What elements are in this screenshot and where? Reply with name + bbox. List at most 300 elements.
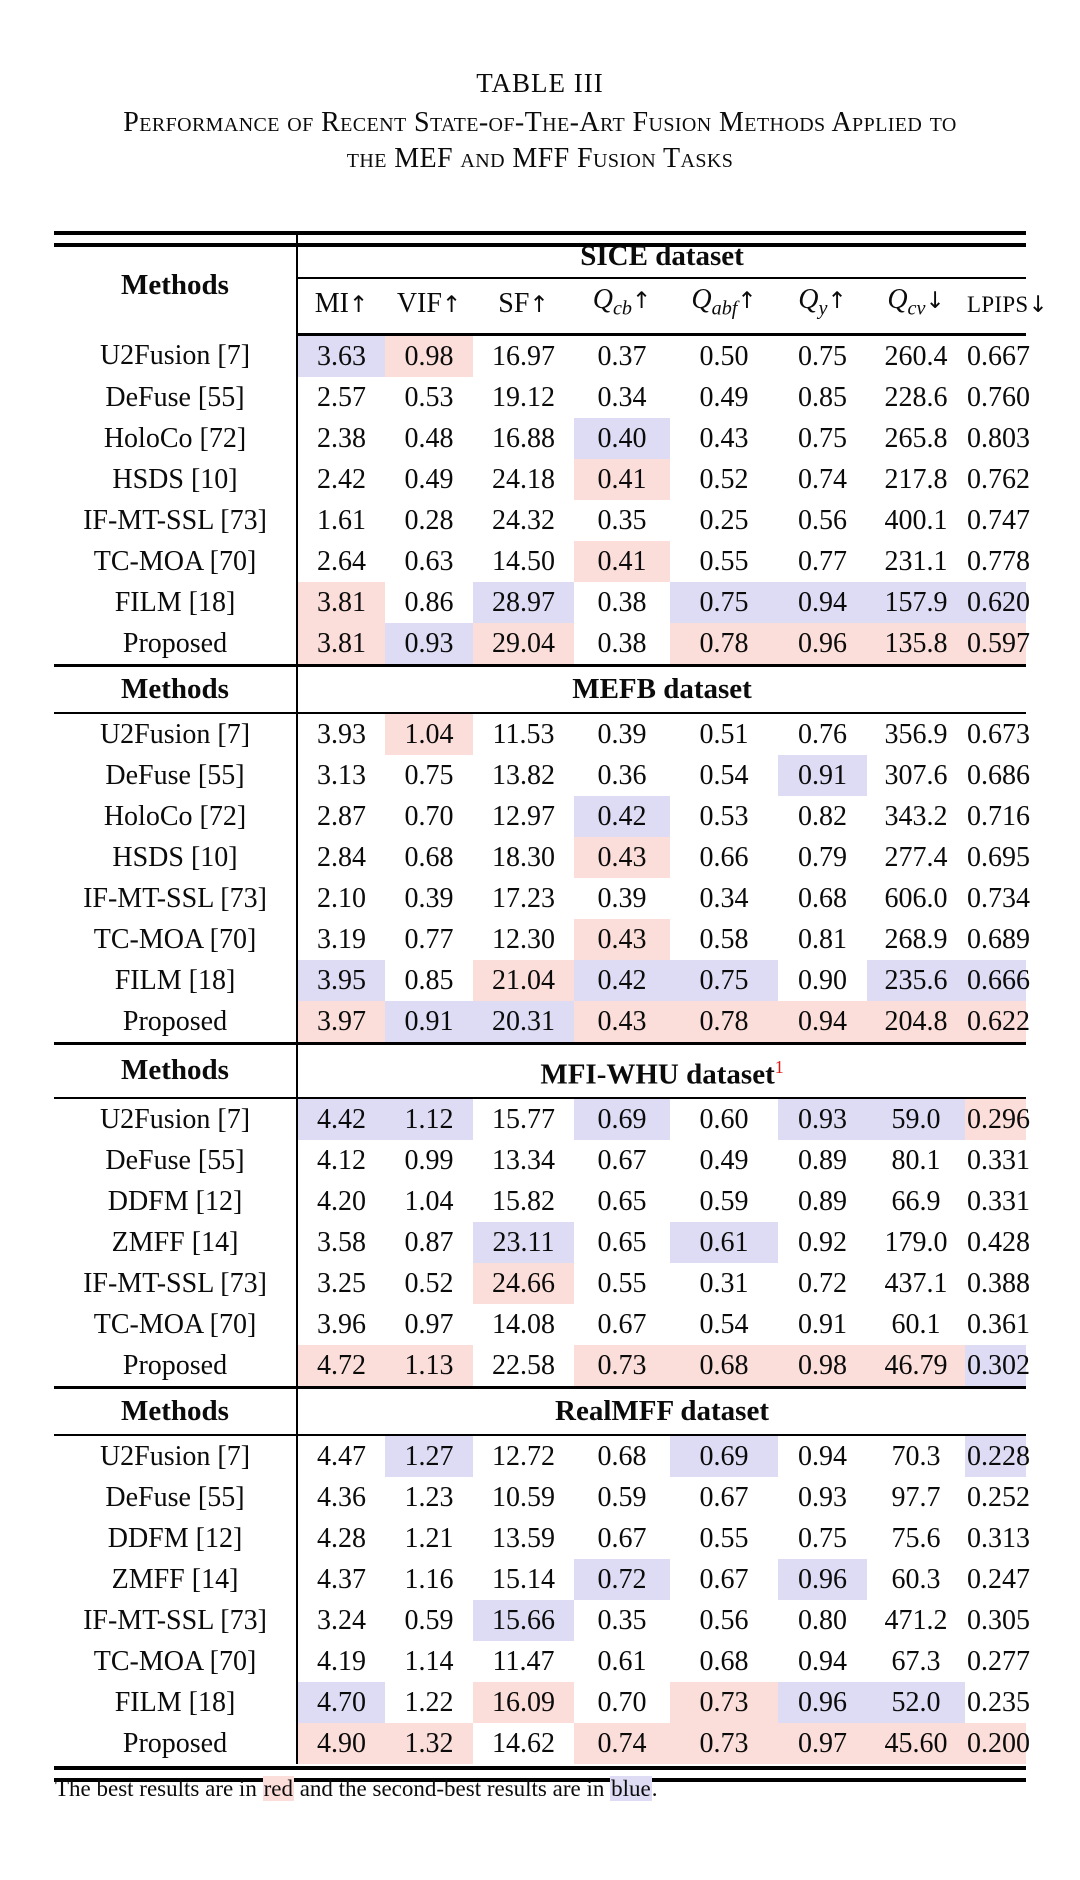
metric-cell: 0.82 — [798, 800, 847, 832]
metric-cell: 0.53 — [404, 381, 454, 413]
metric-cell: 15.82 — [492, 1186, 555, 1218]
metric-cell: 0.77 — [798, 545, 847, 577]
table-row — [54, 1140, 1026, 1181]
method-cell: DeFuse [55] — [54, 755, 297, 796]
metric-cell: 0.61 — [670, 1222, 778, 1263]
metric-cell: 0.69 — [670, 1435, 778, 1477]
method-cell: DeFuse [55] — [54, 1477, 297, 1518]
metric-cell: 75.6 — [891, 1523, 941, 1555]
method-cell: DDFM [12] — [54, 1181, 297, 1222]
metric-cell: 0.68 — [699, 1646, 749, 1678]
method-cell: TC-MOA [70] — [54, 1641, 297, 1682]
metric-cell: 3.81 — [297, 582, 385, 623]
metric-cell: 135.8 — [867, 623, 965, 666]
metric-cell: 0.37 — [597, 340, 647, 372]
method-cell: ZMFF [14] — [54, 1222, 297, 1263]
metric-cell: 59.0 — [867, 1098, 965, 1140]
metric-cell: 0.43 — [699, 422, 749, 454]
metric-header-mi: MI↑ — [297, 278, 385, 334]
metric-cell: 0.760 — [967, 381, 1030, 413]
metric-cell: 4.37 — [317, 1564, 366, 1596]
method-cell: FILM [18] — [54, 960, 297, 1001]
metric-cell: 0.235 — [967, 1687, 1030, 1719]
metric-cell: 70.3 — [891, 1441, 941, 1473]
metric-cell: 1.23 — [404, 1482, 454, 1514]
metric-cell: 0.43 — [574, 1001, 670, 1044]
metric-cell: 400.1 — [884, 504, 948, 536]
method-cell: FILM [18] — [54, 1682, 297, 1723]
method-cell: HSDS [10] — [54, 459, 297, 500]
metric-cell: 0.55 — [699, 545, 749, 577]
metric-header-qy: $Q_y↑$ — [778, 278, 867, 334]
metric-cell: 12.97 — [492, 800, 555, 832]
metric-cell: 0.79 — [798, 841, 847, 873]
metric-cell: 0.93 — [798, 1482, 847, 1514]
metric-cell: 0.98 — [778, 1345, 867, 1388]
metric-cell: 0.59 — [597, 1482, 647, 1514]
table-row — [54, 878, 1026, 919]
metric-cell: 13.59 — [492, 1523, 555, 1555]
metric-cell: 0.49 — [404, 463, 454, 495]
metric-cell: 19.12 — [492, 381, 555, 413]
metric-cell: 0.31 — [699, 1268, 749, 1300]
metric-cell: 0.74 — [798, 463, 847, 495]
dataset-header: SICE dataset — [297, 231, 1026, 278]
metric-cell: 15.77 — [492, 1104, 555, 1136]
metric-cell: 343.2 — [884, 800, 948, 832]
metric-cell: 0.55 — [597, 1268, 647, 1300]
metric-cell: 0.55 — [699, 1523, 749, 1555]
metric-cell: 0.34 — [597, 381, 647, 413]
table-row — [54, 1477, 1026, 1518]
metric-cell: 217.8 — [884, 463, 948, 495]
method-cell: DDFM [12] — [54, 1518, 297, 1559]
metric-cell: 260.4 — [884, 340, 948, 372]
metric-cell: 0.54 — [699, 1309, 749, 1341]
metric-cell: 0.70 — [597, 1687, 647, 1719]
metric-cell: 4.47 — [317, 1441, 366, 1473]
metric-cell: 0.200 — [965, 1723, 1026, 1764]
metric-cell: 0.68 — [798, 882, 847, 914]
metric-cell: 3.19 — [317, 923, 366, 955]
table-row — [54, 755, 1026, 796]
metric-cell: 46.79 — [867, 1345, 965, 1388]
metric-cell: 4.20 — [317, 1186, 366, 1218]
metric-cell: 356.9 — [884, 718, 948, 750]
metric-cell: 0.43 — [574, 919, 670, 960]
metric-cell: 4.12 — [317, 1145, 366, 1177]
metric-header-qcv: $Q_{cv}↓$ — [867, 278, 965, 334]
footnote-text-pre: The best results are in — [55, 1776, 263, 1802]
table-row — [54, 1001, 1026, 1044]
metric-cell: 1.27 — [385, 1435, 473, 1477]
metric-cell: 4.70 — [297, 1682, 385, 1723]
metric-cell: 3.58 — [317, 1227, 366, 1259]
metric-cell: 0.52 — [699, 463, 749, 495]
metric-cell: 0.61 — [597, 1646, 647, 1678]
metric-cell: 0.92 — [798, 1227, 847, 1259]
metric-cell: 0.42 — [574, 796, 670, 837]
metric-cell: 1.32 — [385, 1723, 473, 1764]
caption-line-2: the MEF and MFF Fusion Tasks — [346, 143, 734, 174]
results-table — [54, 231, 1048, 1764]
metric-cell: 16.97 — [492, 340, 555, 372]
metric-cell: 0.73 — [670, 1682, 778, 1723]
metric-cell: 0.99 — [404, 1145, 454, 1177]
metric-cell: 0.86 — [404, 586, 454, 618]
metric-cell: 0.74 — [574, 1723, 670, 1764]
metric-cell: 0.75 — [798, 422, 847, 454]
metric-cell: 1.21 — [404, 1523, 454, 1555]
metric-cell: 0.94 — [778, 1001, 867, 1044]
metric-cell: 0.72 — [574, 1559, 670, 1600]
metric-cell: 228.6 — [884, 381, 948, 413]
table-row — [54, 796, 1026, 837]
table-row — [54, 1682, 1026, 1723]
metric-cell: 1.22 — [404, 1687, 454, 1719]
metric-header-qcb: $Q_{cb}↑$ — [574, 278, 670, 334]
method-cell: TC-MOA [70] — [54, 1304, 297, 1345]
metric-cell: 0.803 — [967, 422, 1030, 454]
metric-cell: 0.36 — [597, 759, 647, 791]
metric-cell: 157.9 — [867, 582, 965, 623]
metric-cell: 0.51 — [699, 718, 749, 750]
metric-cell: 0.56 — [798, 504, 847, 536]
metric-cell: 265.8 — [884, 422, 948, 454]
metric-cell: 0.228 — [965, 1435, 1026, 1477]
metric-header-sf: SF↑ — [473, 278, 574, 334]
metric-cell: 0.96 — [778, 1682, 867, 1723]
metric-cell: 0.80 — [798, 1605, 847, 1637]
method-cell: U2Fusion [7] — [54, 1098, 297, 1140]
metric-cell: 15.14 — [492, 1564, 555, 1596]
metric-cell: 13.82 — [492, 759, 555, 791]
metric-cell: 20.31 — [473, 1001, 574, 1044]
metric-cell: 0.762 — [967, 463, 1030, 495]
metric-cell: 0.94 — [798, 1646, 847, 1678]
metric-cell: 0.91 — [778, 755, 867, 796]
metric-cell: 0.78 — [670, 1001, 778, 1044]
metric-cell: 0.247 — [967, 1564, 1030, 1596]
metric-cell: 0.42 — [574, 960, 670, 1001]
metric-cell: 0.667 — [967, 340, 1030, 372]
metric-cell: 60.1 — [891, 1309, 941, 1341]
methods-column-header: Methods — [54, 665, 297, 713]
table-row — [54, 1435, 1026, 1477]
metric-cell: 0.98 — [385, 334, 473, 377]
metric-cell: 0.52 — [404, 1268, 454, 1300]
metric-cell: 0.277 — [967, 1646, 1030, 1678]
metric-cell: 0.60 — [699, 1104, 749, 1136]
metric-cell: 2.84 — [317, 841, 366, 873]
metric-cell: 12.30 — [492, 923, 555, 955]
method-cell: DeFuse [55] — [54, 377, 297, 418]
metric-cell: 0.34 — [699, 882, 749, 914]
metric-cell: 0.75 — [404, 759, 454, 791]
metric-cell: 0.428 — [967, 1227, 1030, 1259]
metric-cell: 0.597 — [965, 623, 1026, 666]
metric-cell: 52.0 — [867, 1682, 965, 1723]
metric-cell: 3.24 — [317, 1605, 366, 1637]
metric-cell: 2.87 — [317, 800, 366, 832]
metric-cell: 0.56 — [699, 1605, 749, 1637]
metric-cell: 0.41 — [574, 459, 670, 500]
metric-cell: 0.59 — [404, 1605, 454, 1637]
metric-cell: 0.747 — [967, 504, 1030, 536]
metric-cell: 235.6 — [867, 960, 965, 1001]
method-cell: Proposed — [54, 1723, 297, 1764]
method-cell: HoloCo [72] — [54, 796, 297, 837]
metric-cell: 0.778 — [967, 545, 1030, 577]
method-cell: IF-MT-SSL [73] — [54, 1263, 297, 1304]
metric-cell: 0.53 — [699, 800, 749, 832]
metric-cell: 0.96 — [778, 623, 867, 666]
metric-cell: 0.331 — [967, 1186, 1030, 1218]
metric-cell: 0.97 — [778, 1723, 867, 1764]
metric-cell: 0.63 — [404, 545, 454, 577]
method-cell: TC-MOA [70] — [54, 919, 297, 960]
table-row — [54, 334, 1026, 377]
metric-cell: 0.68 — [597, 1441, 647, 1473]
metric-cell: 0.296 — [965, 1098, 1026, 1140]
metric-cell: 0.695 — [967, 841, 1030, 873]
method-cell: Proposed — [54, 1345, 297, 1388]
metric-cell: 2.57 — [317, 381, 366, 413]
metric-cell: 0.734 — [967, 882, 1030, 914]
metric-cell: 0.68 — [404, 841, 454, 873]
metric-cell: 21.04 — [473, 960, 574, 1001]
metric-cell: 0.686 — [967, 759, 1030, 791]
metric-cell: 14.08 — [492, 1309, 555, 1341]
table-row — [54, 1263, 1026, 1304]
metric-cell: 0.94 — [778, 582, 867, 623]
metric-cell: 0.73 — [574, 1345, 670, 1388]
metric-cell: 0.302 — [965, 1345, 1026, 1388]
metric-cell: 204.8 — [867, 1001, 965, 1044]
metric-cell: 0.65 — [597, 1186, 647, 1218]
metric-cell: 0.59 — [699, 1186, 749, 1218]
metric-header-lpips: LPIPS↓ — [965, 278, 1026, 334]
metric-cell: 3.97 — [297, 1001, 385, 1044]
metric-cell: 14.62 — [492, 1728, 555, 1760]
metric-cell: 606.0 — [884, 882, 948, 914]
metric-cell: 0.40 — [574, 418, 670, 459]
metric-cell: 0.93 — [385, 623, 473, 666]
method-cell: Proposed — [54, 1001, 297, 1044]
table-number: TABLE III — [476, 68, 604, 98]
metric-cell: 0.75 — [670, 960, 778, 1001]
table-title-block — [0, 0, 1080, 177]
metric-cell: 0.85 — [404, 964, 454, 996]
metric-cell: 2.10 — [317, 882, 366, 914]
metric-cell: 4.19 — [317, 1646, 366, 1678]
table-row — [54, 1641, 1026, 1682]
metric-cell: 307.6 — [884, 759, 948, 791]
metric-cell: 0.689 — [967, 923, 1030, 955]
metric-cell: 0.75 — [670, 582, 778, 623]
metric-cell: 0.39 — [597, 882, 647, 914]
metric-cell: 0.87 — [404, 1227, 454, 1259]
metric-cell: 0.72 — [798, 1268, 847, 1300]
metric-cell: 45.60 — [867, 1723, 965, 1764]
metric-cell: 0.81 — [798, 923, 847, 955]
metric-cell: 1.13 — [385, 1345, 473, 1388]
metric-cell: 3.81 — [297, 623, 385, 666]
metric-cell: 0.94 — [798, 1441, 847, 1473]
table-row — [54, 1518, 1026, 1559]
metric-cell: 179.0 — [884, 1227, 948, 1259]
metric-cell: 0.97 — [404, 1309, 454, 1341]
metric-cell: 0.67 — [597, 1523, 647, 1555]
metric-cell: 28.97 — [473, 582, 574, 623]
metric-cell: 0.93 — [778, 1098, 867, 1140]
table-row — [54, 418, 1026, 459]
method-cell: U2Fusion [7] — [54, 1435, 297, 1477]
metric-cell: 277.4 — [884, 841, 948, 873]
method-cell: FILM [18] — [54, 582, 297, 623]
dataset-footnote-mark: 1 — [774, 1056, 784, 1077]
dataset-header: MFI-WHU dataset$^1$ — [297, 1043, 1026, 1098]
metric-cell: 1.61 — [317, 504, 366, 536]
metric-cell: 11.53 — [492, 718, 555, 750]
table-row — [54, 541, 1026, 582]
method-cell: Proposed — [54, 623, 297, 666]
metric-cell: 66.9 — [891, 1186, 941, 1218]
metric-cell: 3.63 — [297, 334, 385, 377]
table-row — [54, 623, 1026, 666]
metric-cell: 3.93 — [317, 718, 366, 750]
metric-cell: 0.69 — [574, 1098, 670, 1140]
metric-cell: 268.9 — [884, 923, 948, 955]
method-cell: IF-MT-SSL [73] — [54, 1600, 297, 1641]
table-row — [54, 459, 1026, 500]
table-row — [54, 1559, 1026, 1600]
dataset-header: RealMFF dataset — [297, 1388, 1026, 1436]
metric-cell: 1.14 — [404, 1646, 454, 1678]
metric-cell: 0.39 — [597, 718, 647, 750]
metric-cell: 0.77 — [404, 923, 454, 955]
metric-cell: 1.04 — [404, 1186, 454, 1218]
table-row — [54, 1345, 1026, 1388]
metric-cell: 0.58 — [699, 923, 749, 955]
table-row — [54, 919, 1026, 960]
metric-cell: 0.90 — [798, 964, 847, 996]
metric-cell: 0.25 — [699, 504, 749, 536]
table-row — [54, 960, 1026, 1001]
metric-cell: 13.34 — [492, 1145, 555, 1177]
method-cell: IF-MT-SSL [73] — [54, 878, 297, 919]
methods-column-header: Methods — [54, 1043, 297, 1098]
table-row — [54, 377, 1026, 418]
metric-cell: 0.66 — [699, 841, 749, 873]
metric-cell: 4.42 — [297, 1098, 385, 1140]
metric-cell: 16.88 — [492, 422, 555, 454]
metric-cell: 0.85 — [798, 381, 847, 413]
metric-cell: 471.2 — [884, 1605, 948, 1637]
metric-cell: 4.28 — [317, 1523, 366, 1555]
table-row — [54, 1181, 1026, 1222]
metric-cell: 0.78 — [670, 623, 778, 666]
metric-cell: 29.04 — [473, 623, 574, 666]
metric-cell: 24.32 — [492, 504, 555, 536]
metric-cell: 4.90 — [297, 1723, 385, 1764]
metric-cell: 0.43 — [574, 837, 670, 878]
metric-cell: 0.67 — [597, 1309, 647, 1341]
dataset-header: MEFB dataset — [297, 665, 1026, 713]
table-footnote — [53, 1776, 1027, 1802]
metric-cell: 4.72 — [297, 1345, 385, 1388]
metric-cell: 0.388 — [967, 1268, 1030, 1300]
method-cell: U2Fusion [7] — [54, 334, 297, 377]
metric-cell: 0.666 — [965, 960, 1026, 1001]
metric-cell: 0.76 — [798, 718, 847, 750]
metric-cell: 12.72 — [492, 1441, 555, 1473]
metric-cell: 0.252 — [967, 1482, 1030, 1514]
metric-cell: 0.38 — [597, 586, 647, 618]
metric-cell: 0.70 — [404, 800, 454, 832]
metric-cell: 0.89 — [798, 1145, 847, 1177]
caption-line-1: Performance of Recent State-of-The-Art Fusion Methods Applied to — [123, 107, 957, 138]
table-caption — [0, 105, 1080, 177]
metric-cell: 0.331 — [967, 1145, 1030, 1177]
footnote-word-red: red — [263, 1776, 293, 1802]
method-cell: IF-MT-SSL [73] — [54, 500, 297, 541]
metric-cell: 0.75 — [798, 1523, 847, 1555]
metric-cell: 22.58 — [492, 1350, 555, 1382]
metric-cell: 0.68 — [670, 1345, 778, 1388]
table-row — [54, 1098, 1026, 1140]
table-row — [54, 1600, 1026, 1641]
metric-cell: 0.39 — [404, 882, 454, 914]
metric-cell: 10.59 — [492, 1482, 555, 1514]
table-row — [54, 582, 1026, 623]
table-row — [54, 500, 1026, 541]
metric-cell: 97.7 — [891, 1482, 941, 1514]
metric-cell: 0.91 — [798, 1309, 847, 1341]
metric-cell: 231.1 — [884, 545, 948, 577]
metric-cell: 15.66 — [473, 1600, 574, 1641]
method-cell: HoloCo [72] — [54, 418, 297, 459]
method-cell: DeFuse [55] — [54, 1140, 297, 1181]
table-row — [54, 1304, 1026, 1345]
table-row — [54, 837, 1026, 878]
metric-cell: 0.38 — [597, 627, 647, 659]
metric-cell: 2.38 — [317, 422, 366, 454]
metric-cell: 0.361 — [967, 1309, 1030, 1341]
metric-cell: 0.67 — [699, 1564, 749, 1596]
metric-cell: 3.13 — [317, 759, 366, 791]
metric-cell: 1.12 — [385, 1098, 473, 1140]
metric-cell: 0.49 — [699, 1145, 749, 1177]
metric-cell: 0.89 — [798, 1186, 847, 1218]
metric-cell: 0.35 — [597, 1605, 647, 1637]
metric-cell: 0.35 — [597, 504, 647, 536]
table-row — [54, 1723, 1026, 1764]
metric-cell: 0.620 — [965, 582, 1026, 623]
metric-cell: 1.04 — [385, 713, 473, 755]
method-cell: TC-MOA [70] — [54, 541, 297, 582]
methods-column-header: Methods — [54, 231, 297, 334]
metric-cell: 67.3 — [891, 1646, 941, 1678]
metric-cell: 3.25 — [317, 1268, 366, 1300]
table-row — [54, 1222, 1026, 1263]
metric-cell: 17.23 — [492, 882, 555, 914]
metric-cell: 0.716 — [967, 800, 1030, 832]
metric-cell: 11.47 — [492, 1646, 555, 1678]
metric-cell: 24.18 — [492, 463, 555, 495]
metric-cell: 0.673 — [967, 718, 1030, 750]
metric-cell: 0.91 — [385, 1001, 473, 1044]
